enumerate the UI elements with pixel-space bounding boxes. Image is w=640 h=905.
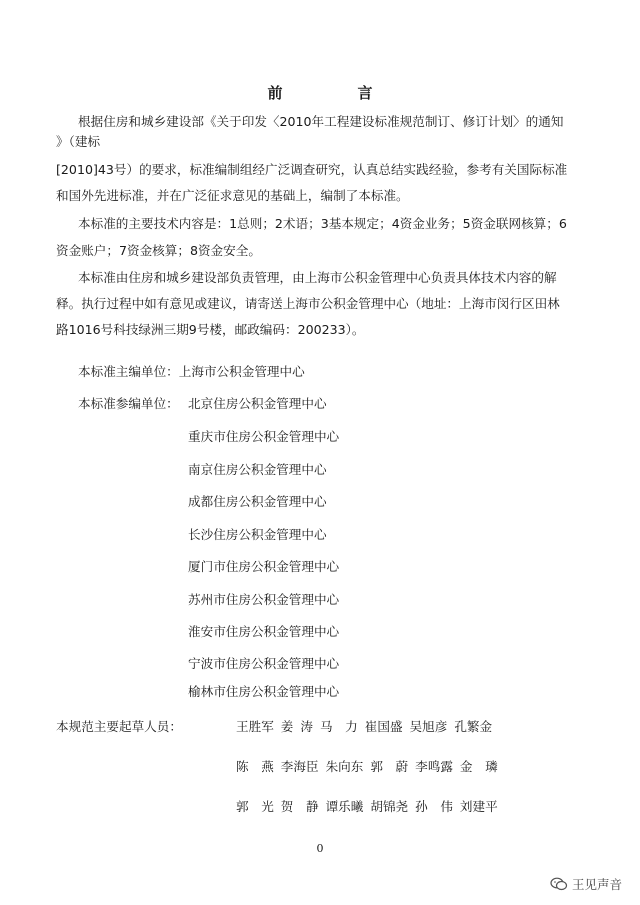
page-title: 前 言 <box>267 84 403 102</box>
paragraph-line: 根据住房和城乡建设部《关于印发〈2010年工程建设标准规范制订、修订计划〉的通知 <box>78 114 564 129</box>
wechat-icon <box>550 877 568 891</box>
participant-unit: 苏州市住房公积金管理中心 <box>188 592 340 607</box>
participant-unit: 成都住房公积金管理中心 <box>188 494 327 509</box>
chief-editor-row <box>78 361 305 380</box>
participant-unit: 宁波市住房公积金管理中心 <box>188 656 340 671</box>
paragraph-line: 本标准的主要技术内容是：1总则；2术语；3基本规定；4资金业务；5资金联网核算；6 <box>78 216 567 231</box>
drafter-names-line: 郭 光 贺 静 谭乐曦 胡锦尧 孙 伟 刘建平 <box>236 799 498 814</box>
participant-unit: 长沙住房公积金管理中心 <box>188 527 327 542</box>
participant-unit: 重庆市住房公积金管理中心 <box>188 429 340 444</box>
watermark <box>550 875 622 893</box>
participant-unit: 厦门市住房公积金管理中心 <box>188 559 340 574</box>
paragraph-line: [2010]43号）的要求，标准编制组经广泛调查研究，认真总结实践经验，参考有关国际标准 <box>56 162 568 177</box>
page-number: 0 <box>316 842 324 855</box>
paragraph-line: 路1016号科技绿洲三期9号楼，邮政编码：200233）。 <box>56 322 365 337</box>
participants-label: 本标准参编单位： <box>78 396 179 411</box>
participant-unit: 榆林市住房公积金管理中心 <box>188 684 340 699</box>
watermark-text: 王见声音 <box>571 877 622 892</box>
paragraph-line: 》（建标 <box>56 134 101 149</box>
chief-editor-unit: 上海市公积金管理中心 <box>178 364 305 379</box>
paragraph-line: 和国外先进标准，并在广泛征求意见的基础上，编制了本标准。 <box>56 188 409 203</box>
drafters-label: 本规范主要起草人员： <box>56 719 182 734</box>
participant-unit: 南京住房公积金管理中心 <box>188 462 327 477</box>
participant-unit: 北京住房公积金管理中心 <box>188 396 327 411</box>
drafter-names-line: 王胜军 姜 涛 马 力 崔国盛 吴旭彦 孔繁金 <box>236 719 493 734</box>
paragraph-line: 资金账户；7资金核算；8资金安全。 <box>56 243 261 258</box>
participant-unit: 淮安市住房公积金管理中心 <box>188 624 340 639</box>
chief-editor-label: 本标准主编单位： <box>78 364 179 379</box>
drafter-names-line: 陈 燕 李海臣 朱向东 郭 蔚 李鸣露 金 璘 <box>236 759 498 774</box>
paragraph-line: 本标准由住房和城乡建设部负责管理，由上海市公积金管理中心负责具体技术内容的解 <box>78 270 557 285</box>
paragraph-line: 释。执行过程中如有意见或建议，请寄送上海市公积金管理中心（地址：上海市闵行区田林 <box>56 296 560 311</box>
